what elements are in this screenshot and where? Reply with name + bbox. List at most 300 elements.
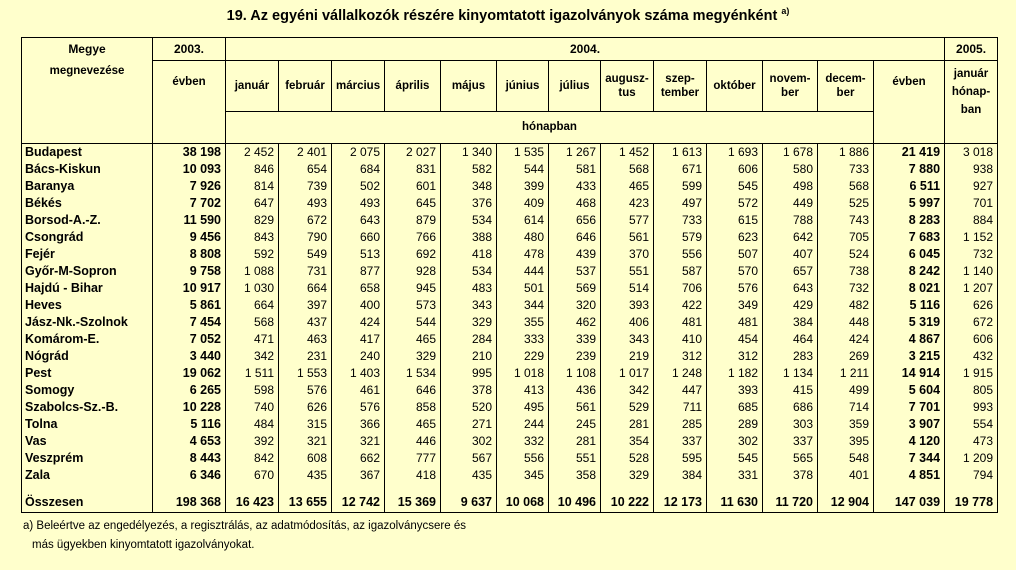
value-2004-month: 417 bbox=[332, 331, 385, 348]
value-2004-month: 240 bbox=[332, 348, 385, 365]
value-2004-month: 706 bbox=[654, 280, 707, 297]
value-2004-month: 643 bbox=[332, 212, 385, 229]
table-row bbox=[22, 382, 998, 399]
honapban-header: hónapban bbox=[226, 112, 874, 144]
value-2004-month: 711 bbox=[654, 399, 707, 416]
value-2004-month: 367 bbox=[332, 467, 385, 484]
year-2004-header: 2004. bbox=[226, 38, 945, 61]
value-2004-month: 302 bbox=[707, 433, 763, 450]
spacer-cell bbox=[385, 484, 441, 492]
value-2005-january: 884 bbox=[945, 212, 998, 229]
month-header-3 bbox=[332, 61, 385, 112]
value-2004-year: 5 997 bbox=[874, 195, 945, 212]
value-2004-month: 556 bbox=[497, 450, 549, 467]
county-name: Csongrád bbox=[22, 229, 153, 246]
value-2004-month: 355 bbox=[497, 314, 549, 331]
value-2004-month: 595 bbox=[654, 450, 707, 467]
spacer-cell bbox=[654, 484, 707, 492]
value-2004-month: 418 bbox=[385, 467, 441, 484]
value-2004-month: 271 bbox=[441, 416, 497, 433]
value-2004-month: 1 182 bbox=[707, 365, 763, 382]
value-2004-month: 2 452 bbox=[226, 144, 279, 162]
value-2004-month: 1 267 bbox=[549, 144, 601, 162]
value-2004-month: 435 bbox=[279, 467, 332, 484]
value-2004-month: 685 bbox=[707, 399, 763, 416]
value-2004-month: 433 bbox=[549, 178, 601, 195]
value-2004-month: 642 bbox=[763, 229, 818, 246]
value-2004-month: 568 bbox=[226, 314, 279, 331]
value-2003: 7 052 bbox=[153, 331, 226, 348]
value-2003: 9 758 bbox=[153, 263, 226, 280]
value-2004-month: 568 bbox=[818, 178, 874, 195]
month-header-text: augusz- bbox=[605, 73, 649, 85]
value-2004-month: 337 bbox=[654, 433, 707, 450]
value-2004-month: 482 bbox=[818, 297, 874, 314]
value-2004-month: 410 bbox=[654, 331, 707, 348]
value-2004-month: 465 bbox=[385, 416, 441, 433]
value-2004-month: 329 bbox=[385, 348, 441, 365]
value-2004-month: 601 bbox=[385, 178, 441, 195]
title-footnote-mark: a) bbox=[781, 6, 790, 16]
value-2004-month: 664 bbox=[226, 297, 279, 314]
value-2003: 11 590 bbox=[153, 212, 226, 229]
county-name: Budapest bbox=[22, 144, 153, 162]
value-2004-month: 520 bbox=[441, 399, 497, 416]
value-2004-month: 444 bbox=[497, 263, 549, 280]
value-2005-january: 927 bbox=[945, 178, 998, 195]
jan-2005-header-text: január bbox=[953, 68, 989, 80]
value-2004-month: 995 bbox=[441, 365, 497, 382]
value-2004-month: 329 bbox=[441, 314, 497, 331]
value-2004-month: 15 369 bbox=[385, 492, 441, 513]
table-row bbox=[22, 161, 998, 178]
value-2004-month: 345 bbox=[497, 467, 549, 484]
table-row bbox=[22, 229, 998, 246]
value-2004-month: 464 bbox=[763, 331, 818, 348]
value-2004-month: 320 bbox=[549, 297, 601, 314]
county-name: Somogy bbox=[22, 382, 153, 399]
value-2004-month: 1 134 bbox=[763, 365, 818, 382]
value-2004-year: 14 914 bbox=[874, 365, 945, 382]
value-2005-january: 732 bbox=[945, 246, 998, 263]
value-2004-month: 289 bbox=[707, 416, 763, 433]
table-row bbox=[22, 297, 998, 314]
value-2004-month: 478 bbox=[497, 246, 549, 263]
spacer-cell bbox=[153, 484, 226, 492]
value-2004-month: 468 bbox=[549, 195, 601, 212]
header-row-years bbox=[22, 38, 998, 61]
value-2004-month: 461 bbox=[332, 382, 385, 399]
value-2005-january: 701 bbox=[945, 195, 998, 212]
value-2004-month: 614 bbox=[497, 212, 549, 229]
table-row bbox=[22, 246, 998, 263]
value-2004-month: 332 bbox=[497, 433, 549, 450]
spacer-row bbox=[22, 484, 998, 492]
value-2005-january: 1 207 bbox=[945, 280, 998, 297]
value-2004-month: 393 bbox=[601, 297, 654, 314]
value-2004-month: 549 bbox=[279, 246, 332, 263]
value-2004-month: 743 bbox=[818, 212, 874, 229]
value-2004-month: 692 bbox=[385, 246, 441, 263]
value-2004-month: 11 720 bbox=[763, 492, 818, 513]
value-2004-month: 579 bbox=[654, 229, 707, 246]
value-2004-month: 219 bbox=[601, 348, 654, 365]
value-2004-month: 686 bbox=[763, 399, 818, 416]
value-2005-january: 805 bbox=[945, 382, 998, 399]
value-2004-month: 528 bbox=[601, 450, 654, 467]
value-2004-month: 643 bbox=[763, 280, 818, 297]
county-name: Pest bbox=[22, 365, 153, 382]
value-2004-month: 413 bbox=[497, 382, 549, 399]
value-2004-month: 615 bbox=[707, 212, 763, 229]
value-2005-january: 19 778 bbox=[945, 492, 998, 513]
value-2004-month: 657 bbox=[763, 263, 818, 280]
value-2004-month: 12 173 bbox=[654, 492, 707, 513]
value-2004-month: 524 bbox=[818, 246, 874, 263]
value-2004-month: 705 bbox=[818, 229, 874, 246]
value-2005-january: 626 bbox=[945, 297, 998, 314]
value-2004-month: 312 bbox=[654, 348, 707, 365]
value-2004-month: 439 bbox=[549, 246, 601, 263]
value-2004-month: 740 bbox=[226, 399, 279, 416]
spacer-cell bbox=[332, 484, 385, 492]
value-2005-january: 554 bbox=[945, 416, 998, 433]
value-2004-month: 1 340 bbox=[441, 144, 497, 162]
spacer-cell bbox=[874, 484, 945, 492]
value-2004-month: 1 511 bbox=[226, 365, 279, 382]
value-2004-month: 534 bbox=[441, 263, 497, 280]
value-2004-year: 8 242 bbox=[874, 263, 945, 280]
value-2004-year: 5 604 bbox=[874, 382, 945, 399]
value-2004-month: 395 bbox=[818, 433, 874, 450]
value-2004-month: 576 bbox=[707, 280, 763, 297]
value-2004-month: 544 bbox=[385, 314, 441, 331]
value-2004-month: 662 bbox=[332, 450, 385, 467]
value-2004-month: 366 bbox=[332, 416, 385, 433]
value-2003: 10 917 bbox=[153, 280, 226, 297]
table-row bbox=[22, 467, 998, 484]
value-2004-month: 766 bbox=[385, 229, 441, 246]
table-row bbox=[22, 144, 998, 162]
value-2004-month: 344 bbox=[497, 297, 549, 314]
value-2004-month: 312 bbox=[707, 348, 763, 365]
value-2004-year: 7 683 bbox=[874, 229, 945, 246]
spacer-cell bbox=[763, 484, 818, 492]
year-2003-header: 2003. bbox=[153, 38, 226, 61]
spacer-cell bbox=[707, 484, 763, 492]
value-2004-month: 714 bbox=[818, 399, 874, 416]
table-row bbox=[22, 195, 998, 212]
value-2004-year: 4 851 bbox=[874, 467, 945, 484]
value-2005-january: 606 bbox=[945, 331, 998, 348]
jan-2005-header bbox=[945, 61, 998, 144]
value-2004-month: 370 bbox=[601, 246, 654, 263]
statistics-table bbox=[21, 37, 998, 513]
value-2003: 198 368 bbox=[153, 492, 226, 513]
month-header-text: tus bbox=[618, 87, 636, 99]
value-2004-month: 493 bbox=[332, 195, 385, 212]
value-2004-month: 580 bbox=[763, 161, 818, 178]
value-2004-month: 407 bbox=[763, 246, 818, 263]
value-2004-month: 454 bbox=[707, 331, 763, 348]
county-name: Borsod-A.-Z. bbox=[22, 212, 153, 229]
county-name: Hajdú - Bihar bbox=[22, 280, 153, 297]
value-2004-year: 3 215 bbox=[874, 348, 945, 365]
value-2004-month: 393 bbox=[707, 382, 763, 399]
value-2004-month: 548 bbox=[818, 450, 874, 467]
value-2004-month: 928 bbox=[385, 263, 441, 280]
value-2004-month: 2 401 bbox=[279, 144, 332, 162]
value-2004-month: 598 bbox=[226, 382, 279, 399]
value-2004-month: 671 bbox=[654, 161, 707, 178]
table-title bbox=[0, 6, 1016, 24]
value-2005-january: 432 bbox=[945, 348, 998, 365]
county-name: Zala bbox=[22, 467, 153, 484]
value-2004-month: 731 bbox=[279, 263, 332, 280]
value-2004-month: 858 bbox=[385, 399, 441, 416]
value-2004-month: 877 bbox=[332, 263, 385, 280]
spacer-cell bbox=[945, 484, 998, 492]
table-row bbox=[22, 331, 998, 348]
value-2004-month: 343 bbox=[601, 331, 654, 348]
value-2004-month: 842 bbox=[226, 450, 279, 467]
spacer-cell bbox=[601, 484, 654, 492]
value-2004-month: 565 bbox=[763, 450, 818, 467]
value-2004-month: 561 bbox=[549, 399, 601, 416]
value-2004-month: 342 bbox=[601, 382, 654, 399]
value-2004-month: 1 452 bbox=[601, 144, 654, 162]
value-2004-month: 879 bbox=[385, 212, 441, 229]
value-2004-month: 658 bbox=[332, 280, 385, 297]
value-2003: 10 093 bbox=[153, 161, 226, 178]
value-2004-month: 1 535 bbox=[497, 144, 549, 162]
value-2004-month: 480 bbox=[497, 229, 549, 246]
value-2004-year: 6 045 bbox=[874, 246, 945, 263]
county-name: Vas bbox=[22, 433, 153, 450]
value-2004-month: 843 bbox=[226, 229, 279, 246]
table-row bbox=[22, 212, 998, 229]
value-2004-month: 384 bbox=[763, 314, 818, 331]
value-2004-month: 514 bbox=[601, 280, 654, 297]
value-2004-year: 5 319 bbox=[874, 314, 945, 331]
month-header-8 bbox=[601, 61, 654, 112]
value-2004-month: 359 bbox=[818, 416, 874, 433]
value-2004-year: 4 120 bbox=[874, 433, 945, 450]
value-2004-month: 245 bbox=[549, 416, 601, 433]
value-2003: 7 926 bbox=[153, 178, 226, 195]
value-2004-month: 672 bbox=[279, 212, 332, 229]
value-2005-january: 473 bbox=[945, 433, 998, 450]
value-2004-month: 493 bbox=[279, 195, 332, 212]
table-title-text: 19. Az egyéni vállalkozók részére kinyomtatott igazolványok száma megyénként bbox=[226, 8, 778, 24]
table-row bbox=[22, 178, 998, 195]
value-2004-month: 739 bbox=[279, 178, 332, 195]
value-2004-month: 654 bbox=[279, 161, 332, 178]
value-2004-month: 329 bbox=[601, 467, 654, 484]
table-row bbox=[22, 450, 998, 467]
value-2004-month: 623 bbox=[707, 229, 763, 246]
value-2004-month: 10 068 bbox=[497, 492, 549, 513]
county-name: Jász-Nk.-Szolnok bbox=[22, 314, 153, 331]
county-name: Tolna bbox=[22, 416, 153, 433]
value-2003: 3 440 bbox=[153, 348, 226, 365]
value-2004-month: 12 904 bbox=[818, 492, 874, 513]
value-2004-year: 21 419 bbox=[874, 144, 945, 162]
value-2004-month: 244 bbox=[497, 416, 549, 433]
evben-2004-text: évben bbox=[892, 76, 926, 88]
value-2003: 4 653 bbox=[153, 433, 226, 450]
value-2004-month: 418 bbox=[441, 246, 497, 263]
value-2004-month: 378 bbox=[763, 467, 818, 484]
spacer-cell bbox=[818, 484, 874, 492]
value-2004-month: 447 bbox=[654, 382, 707, 399]
value-2004-month: 684 bbox=[332, 161, 385, 178]
value-2004-month: 646 bbox=[549, 229, 601, 246]
county-name: Szabolcs-Sz.-B. bbox=[22, 399, 153, 416]
month-header-9 bbox=[654, 61, 707, 112]
value-2004-month: 210 bbox=[441, 348, 497, 365]
value-2004-month: 465 bbox=[601, 178, 654, 195]
value-2004-month: 392 bbox=[226, 433, 279, 450]
value-2004-month: 415 bbox=[763, 382, 818, 399]
value-2004-month: 777 bbox=[385, 450, 441, 467]
month-header-2 bbox=[279, 61, 332, 112]
value-2004-month: 507 bbox=[707, 246, 763, 263]
value-2004-month: 582 bbox=[441, 161, 497, 178]
value-2004-month: 281 bbox=[601, 416, 654, 433]
value-2004-month: 545 bbox=[707, 178, 763, 195]
value-2004-month: 544 bbox=[497, 161, 549, 178]
footnote-line-1: a) Beleértve az engedélyezés, a regisztrálás, az adatmódosítás, az igazolványcsere és bbox=[23, 520, 466, 532]
value-2004-year: 147 039 bbox=[874, 492, 945, 513]
spacer-cell bbox=[549, 484, 601, 492]
value-2004-month: 1 613 bbox=[654, 144, 707, 162]
table-row bbox=[22, 433, 998, 450]
value-2004-month: 331 bbox=[707, 467, 763, 484]
value-2004-month: 16 423 bbox=[226, 492, 279, 513]
value-2004-month: 606 bbox=[707, 161, 763, 178]
county-name: Komárom-E. bbox=[22, 331, 153, 348]
county-header-2 bbox=[22, 61, 153, 144]
value-2004-month: 1 693 bbox=[707, 144, 763, 162]
value-2004-month: 388 bbox=[441, 229, 497, 246]
value-2004-month: 348 bbox=[441, 178, 497, 195]
value-2003: 6 346 bbox=[153, 467, 226, 484]
value-2004-month: 790 bbox=[279, 229, 332, 246]
table-row bbox=[22, 314, 998, 331]
table-row bbox=[22, 280, 998, 297]
value-2004-month: 576 bbox=[332, 399, 385, 416]
county-name: Fejér bbox=[22, 246, 153, 263]
value-2004-month: 229 bbox=[497, 348, 549, 365]
value-2004-month: 283 bbox=[763, 348, 818, 365]
value-2004-month: 1 403 bbox=[332, 365, 385, 382]
value-2004-month: 501 bbox=[497, 280, 549, 297]
month-header-text: június bbox=[505, 80, 540, 92]
value-2004-month: 354 bbox=[601, 433, 654, 450]
spacer-cell bbox=[226, 484, 279, 492]
value-2004-month: 463 bbox=[279, 331, 332, 348]
value-2004-year: 4 867 bbox=[874, 331, 945, 348]
value-2004-month: 556 bbox=[654, 246, 707, 263]
jan-2005-header-text: hónap- bbox=[951, 86, 991, 98]
value-2004-month: 409 bbox=[497, 195, 549, 212]
value-2004-month: 1 553 bbox=[279, 365, 332, 382]
value-2004-month: 670 bbox=[226, 467, 279, 484]
footnote-line-2: más ügyekben kinyomtatott igazolványokat. bbox=[32, 539, 255, 551]
value-2004-month: 646 bbox=[385, 382, 441, 399]
value-2004-month: 321 bbox=[279, 433, 332, 450]
value-2004-month: 10 222 bbox=[601, 492, 654, 513]
month-header-text: február bbox=[285, 80, 325, 92]
value-2004-month: 846 bbox=[226, 161, 279, 178]
value-2005-january: 993 bbox=[945, 399, 998, 416]
month-header-text: szep- bbox=[665, 73, 695, 85]
value-2004-year: 7 701 bbox=[874, 399, 945, 416]
value-2004-month: 12 742 bbox=[332, 492, 385, 513]
value-2004-month: 462 bbox=[549, 314, 601, 331]
value-2004-month: 831 bbox=[385, 161, 441, 178]
month-header-text: január bbox=[234, 80, 270, 92]
value-2004-month: 337 bbox=[763, 433, 818, 450]
value-2004-month: 1 088 bbox=[226, 263, 279, 280]
value-2004-month: 437 bbox=[279, 314, 332, 331]
value-2004-month: 422 bbox=[654, 297, 707, 314]
jan-2005-header-text: ban bbox=[960, 104, 982, 116]
value-2004-month: 587 bbox=[654, 263, 707, 280]
value-2004-month: 342 bbox=[226, 348, 279, 365]
value-2004-month: 537 bbox=[549, 263, 601, 280]
value-2004-month: 446 bbox=[385, 433, 441, 450]
county-name: Baranya bbox=[22, 178, 153, 195]
value-2004-month: 608 bbox=[279, 450, 332, 467]
month-header-text: március bbox=[336, 80, 381, 92]
value-2004-year: 3 907 bbox=[874, 416, 945, 433]
value-2003: 8 808 bbox=[153, 246, 226, 263]
value-2005-january: 1 140 bbox=[945, 263, 998, 280]
value-2003: 10 228 bbox=[153, 399, 226, 416]
value-2005-january: 938 bbox=[945, 161, 998, 178]
value-2003: 7 454 bbox=[153, 314, 226, 331]
value-2004-month: 339 bbox=[549, 331, 601, 348]
value-2004-month: 570 bbox=[707, 263, 763, 280]
value-2004-month: 429 bbox=[763, 297, 818, 314]
month-header-text: október bbox=[713, 80, 756, 92]
value-2004-month: 573 bbox=[385, 297, 441, 314]
value-2004-month: 481 bbox=[707, 314, 763, 331]
value-2005-january: 1 209 bbox=[945, 450, 998, 467]
value-2004-month: 281 bbox=[549, 433, 601, 450]
county-header-2-text: megnevezése bbox=[49, 64, 125, 77]
value-2004-month: 424 bbox=[332, 314, 385, 331]
value-2004-month: 647 bbox=[226, 195, 279, 212]
value-2004-month: 568 bbox=[601, 161, 654, 178]
month-header-text: május bbox=[451, 80, 486, 92]
month-header-text: április bbox=[395, 80, 430, 92]
month-header-12 bbox=[818, 61, 874, 112]
value-2004-month: 499 bbox=[818, 382, 874, 399]
evben-2003-text: évben bbox=[172, 76, 206, 88]
value-2004-month: 424 bbox=[818, 331, 874, 348]
value-2004-month: 498 bbox=[763, 178, 818, 195]
value-2004-month: 333 bbox=[497, 331, 549, 348]
value-2004-month: 10 496 bbox=[549, 492, 601, 513]
value-2004-month: 656 bbox=[549, 212, 601, 229]
value-2004-month: 343 bbox=[441, 297, 497, 314]
evben-2003-header bbox=[153, 61, 226, 144]
value-2004-month: 13 655 bbox=[279, 492, 332, 513]
value-2004-year: 8 283 bbox=[874, 212, 945, 229]
